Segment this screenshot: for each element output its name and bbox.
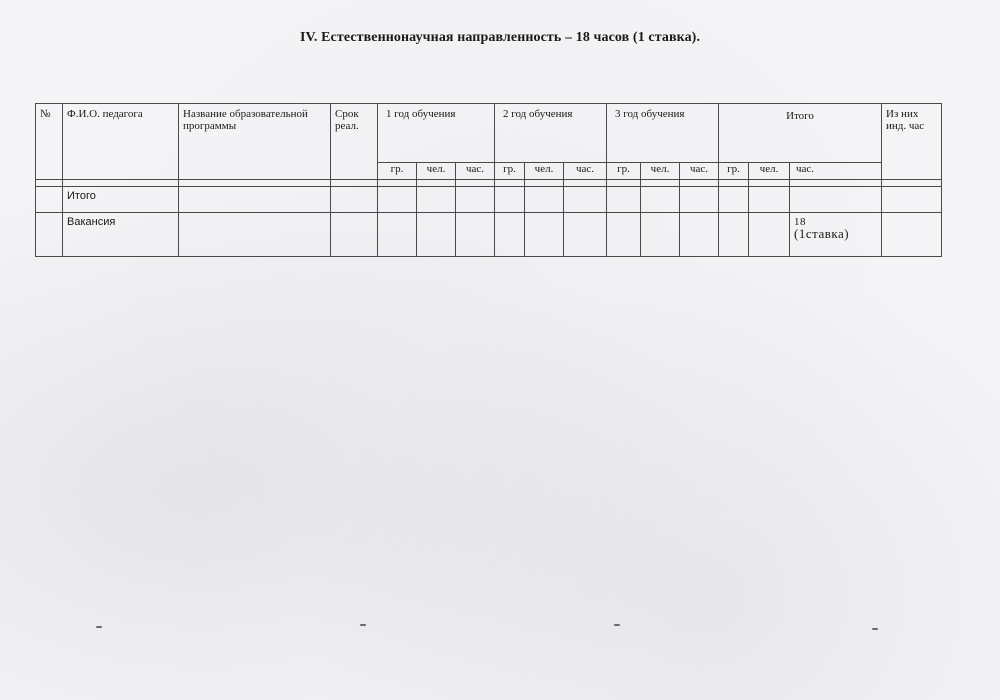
subheader-year2-people: чел. (525, 163, 564, 180)
header-total: Итого (719, 104, 882, 163)
vacancy-hours-value: 18 (794, 216, 806, 228)
subheader-total-hours: час. (790, 163, 882, 180)
staffing-table (35, 103, 942, 257)
vacancy-row (36, 213, 942, 257)
header-year-1: 1 год обучения (378, 104, 495, 163)
subheader-year3-groups: гр. (607, 163, 641, 180)
subheader-total-people: чел. (749, 163, 790, 180)
empty-row (36, 180, 942, 187)
total-row (36, 187, 942, 213)
header-term: Срок реал. (331, 104, 378, 180)
header-individual-hours: Из них инд. час (882, 104, 942, 180)
subheader-year1-people: чел. (417, 163, 456, 180)
subheader-total-groups: гр. (719, 163, 749, 180)
header-year-3: 3 год обучения (607, 104, 719, 163)
header-program-name: Название образовательной программы (179, 104, 331, 180)
vacancy-total-hours-cell (790, 213, 882, 257)
subheader-year3-hours: час. (680, 163, 719, 180)
subheader-year3-people: чел. (641, 163, 680, 180)
subheader-year1-hours: час. (456, 163, 495, 180)
scan-speck (360, 624, 366, 626)
total-row-label: Итого (63, 187, 179, 213)
scan-speck (614, 624, 620, 626)
staffing-table-container (35, 103, 942, 257)
subheader-year2-groups: гр. (495, 163, 525, 180)
header-year-2: 2 год обучения (495, 104, 607, 163)
scan-speck (872, 628, 878, 630)
document-title: IV. Естественнонаучная направленность – 18 часов (1 ставка). (299, 30, 701, 45)
header-row-main (36, 104, 942, 163)
vacancy-rate-value: (1ставка) (794, 226, 850, 241)
scan-speck (96, 626, 102, 628)
header-teacher-name: Ф.И.О. педагога (63, 104, 179, 180)
header-number: № (36, 104, 63, 180)
subheader-year2-hours: час. (564, 163, 607, 180)
subheader-year1-groups: гр. (378, 163, 417, 180)
vacancy-row-label: Вакансия (63, 213, 179, 257)
